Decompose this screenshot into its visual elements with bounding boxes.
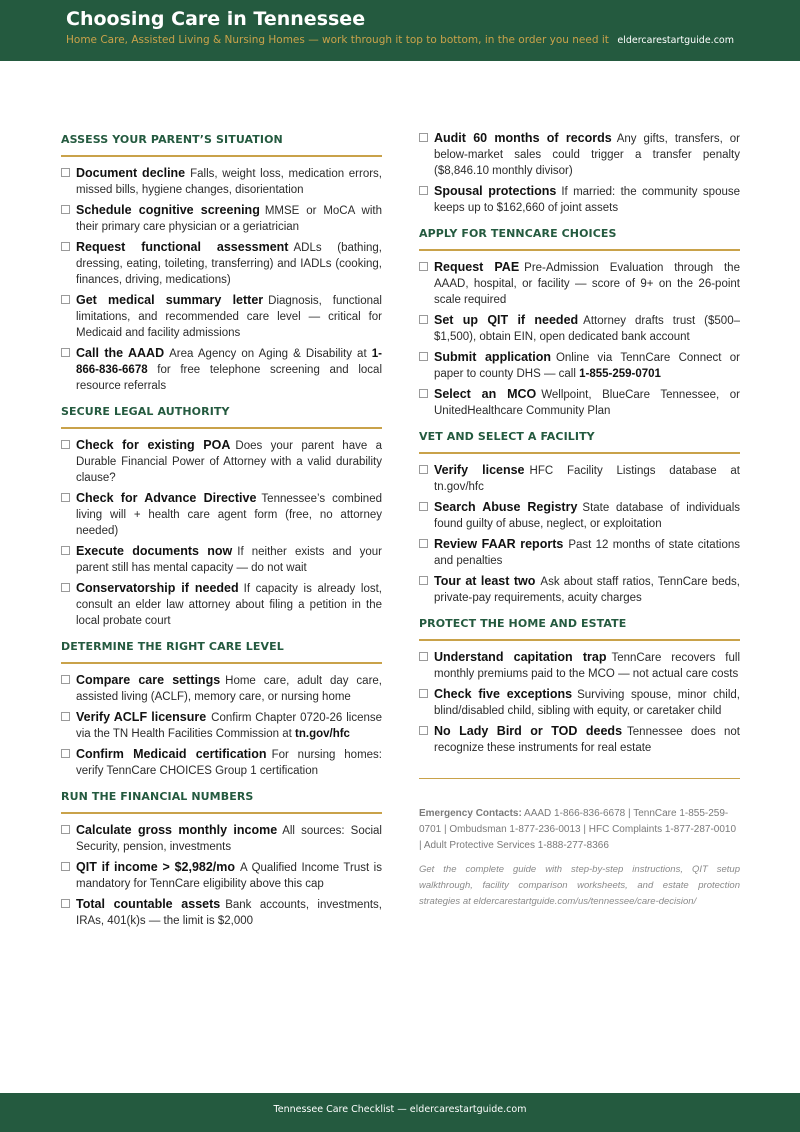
checklist-item bbox=[61, 746, 382, 779]
checklist-item-label: Conservatorship if needed bbox=[76, 581, 239, 595]
checklist-item bbox=[61, 165, 382, 198]
section-run-the-financial-numbers bbox=[61, 787, 382, 929]
checklist-item-label: Confirm Medicaid certification bbox=[76, 747, 267, 761]
checklist-item-label: Document decline bbox=[76, 166, 186, 180]
checklist-item-text: Ask about staff ratios, TennCare beds, private-pay requirements, acuity charges bbox=[434, 576, 740, 604]
checkbox-icon[interactable] bbox=[61, 493, 70, 502]
checklist-item-emphasis: 1-866-836-6678 bbox=[76, 348, 383, 376]
checklist-item bbox=[419, 349, 740, 382]
checkbox-icon[interactable] bbox=[61, 862, 70, 871]
checkbox-icon[interactable] bbox=[61, 168, 70, 177]
checklist-item-label: Submit application bbox=[434, 350, 551, 364]
section-divider bbox=[419, 249, 740, 251]
checkbox-icon[interactable] bbox=[61, 825, 70, 834]
emergency-contacts bbox=[419, 806, 740, 854]
checklist-item-text: TennCare recovers full monthly premiums paid to the MCO — not actual care costs bbox=[434, 652, 740, 680]
checklist-item-label: Verify ACLF licensure bbox=[76, 710, 207, 724]
section-protect-the-home-and-estate bbox=[419, 614, 740, 756]
checklist-item-text: Diagnosis, functional limitations, and recommended care level — critical for Medicaid and facility admissions bbox=[76, 295, 382, 339]
checklist-item-text: Online via TennCare Connect or paper to county DHS — call bbox=[434, 352, 741, 380]
checklist-item-text: All sources: Social Security, pension, investments bbox=[76, 825, 382, 853]
section-divider bbox=[419, 639, 740, 641]
checkbox-icon[interactable] bbox=[61, 295, 70, 304]
checklist-item bbox=[61, 580, 382, 629]
checklist-item-text: If neither exists and your parent still has mental capacity — do not wait bbox=[76, 546, 382, 574]
checklist-item-label: Verify license bbox=[434, 463, 525, 477]
checklist-item-label: Request PAE bbox=[434, 260, 520, 274]
page-title: Choosing Care in Tennessee bbox=[66, 8, 366, 30]
checklist-item-text: Wellpoint, BlueCare Tennessee, or UnitedHealthcare Community Plan bbox=[434, 389, 740, 417]
checklist-item bbox=[61, 859, 382, 892]
checklist-item bbox=[419, 462, 740, 495]
checklist-item-label: Spousal protections bbox=[434, 184, 557, 198]
checkbox-icon[interactable] bbox=[419, 502, 428, 511]
checklist-item-text: Falls, weight loss, medication errors, missed bills, hygiene changes, disorientation bbox=[76, 168, 382, 196]
checklist-item bbox=[419, 573, 740, 606]
checklist-item bbox=[61, 896, 382, 929]
checkbox-icon[interactable] bbox=[61, 205, 70, 214]
checklist-item-text: Tennessee’s combined living will + health care agent form (free, no attorney needed) bbox=[76, 493, 382, 537]
section-title: APPLY FOR TENNCARE CHOICES bbox=[419, 227, 617, 240]
section-vet-and-select-a-facility bbox=[419, 427, 740, 606]
checklist-item-text: Does your parent have a Durable Financial Power of Attorney with a valid durability clause? bbox=[76, 440, 382, 484]
checklist-item bbox=[61, 543, 382, 576]
section-title: SECURE LEGAL AUTHORITY bbox=[61, 405, 230, 418]
checklist-item-text: If capacity is already lost, consult an elder law attorney about filing a petition in the local probate court bbox=[76, 583, 382, 627]
checklist-item-emphasis: tn.gov/hfc bbox=[295, 728, 350, 740]
checklist-item-text: Area Agency on Aging & Disability at bbox=[169, 348, 367, 360]
checklist-item bbox=[419, 649, 740, 682]
checklist-item bbox=[61, 292, 382, 341]
checklist-item bbox=[419, 723, 740, 756]
checklist-item bbox=[419, 312, 740, 345]
checklist-item-text: Pre-Admission Evaluation through the AAAD, hospital, or facility — score of 9+ on the 26-point scale required bbox=[434, 262, 740, 306]
page-subtitle: Home Care, Assisted Living & Nursing Homes — work through it top to bottom, in the order you need it bbox=[66, 34, 609, 46]
checkbox-icon[interactable] bbox=[61, 712, 70, 721]
checklist-item-text: If married: the community spouse keeps up to $162,660 of joint assets bbox=[434, 186, 741, 214]
checklist-item bbox=[419, 386, 740, 419]
checklist-item-label: Understand capitation trap bbox=[434, 650, 607, 664]
section-continued bbox=[419, 130, 740, 216]
checkbox-icon[interactable] bbox=[61, 440, 70, 449]
checklist-item bbox=[419, 259, 740, 308]
checklist-item bbox=[61, 822, 382, 855]
checklist-item-label: Search Abuse Registry bbox=[434, 500, 578, 514]
section-secure-legal-authority bbox=[61, 402, 382, 629]
section-title: ASSESS YOUR PARENT’S SITUATION bbox=[61, 133, 283, 146]
checklist-item-label: Select an MCO bbox=[434, 387, 537, 401]
checkbox-icon[interactable] bbox=[61, 348, 70, 357]
checkbox-icon[interactable] bbox=[419, 465, 428, 474]
checkbox-icon[interactable] bbox=[419, 262, 428, 271]
checklist-item bbox=[419, 183, 740, 216]
emergency-contacts-heading: Emergency Contacts: bbox=[419, 808, 522, 819]
checklist-item bbox=[61, 345, 382, 394]
checklist-item-text: Confirm Chapter 0720-26 license via the TN Health Facilities Commission at bbox=[76, 712, 383, 740]
section-title: DETERMINE THE RIGHT CARE LEVEL bbox=[61, 640, 284, 653]
section-divider bbox=[61, 812, 382, 814]
checklist-item-text: Bank accounts, investments, IRAs, 401(k)s — the limit is $2,000 bbox=[76, 899, 382, 927]
checklist-item bbox=[61, 490, 382, 539]
checklist-item bbox=[419, 686, 740, 719]
section-title: VET AND SELECT A FACILITY bbox=[419, 430, 595, 443]
checklist-item-label: Set up QIT if needed bbox=[434, 313, 579, 327]
checklist-item bbox=[419, 499, 740, 532]
checklist-item-label: Schedule cognitive screening bbox=[76, 203, 260, 217]
checklist-item-label: Request functional assessment bbox=[76, 240, 289, 254]
checklist-item-text: Any gifts, transfers, or below-market sales could trigger a transfer penalty ($8,846.10 monthly divisor) bbox=[434, 133, 740, 177]
section-divider bbox=[61, 662, 382, 664]
checklist-item-label: Execute documents now bbox=[76, 544, 233, 558]
checklist-item-text: For nursing homes: verify TennCare CHOICES Group 1 certification bbox=[76, 749, 382, 777]
checklist-item bbox=[61, 239, 382, 288]
checklist-item-label: Call the AAAD bbox=[76, 346, 165, 360]
checkbox-icon[interactable] bbox=[419, 726, 428, 735]
checklist-item-text-after: for free telephone screening and local resource referrals bbox=[76, 364, 382, 392]
checklist-item-text: Past 12 months of state citations and penalties bbox=[434, 539, 740, 567]
emergency-contacts-text: AAAD 1-866-836-6678 | TennCare 1-855-259-0701 | Ombudsman 1-877-236-0013 | HFC Complaints 1-877-287-0010 | Adult Protective Services 1-888-277-8366 bbox=[419, 808, 737, 851]
section-determine-the-right-care-level bbox=[61, 637, 382, 779]
checkbox-icon[interactable] bbox=[61, 675, 70, 684]
checkbox-icon[interactable] bbox=[419, 186, 428, 195]
checklist-item-label: QIT if income > $2,982/mo bbox=[76, 860, 236, 874]
guide-note: Get the complete guide with step-by-step instructions, QIT setup walkthrough, facility comparison worksheets, and estate protection strategies at eldercarestartguide.com/us/tennessee/care-decision/ bbox=[419, 864, 740, 907]
checklist-item bbox=[61, 672, 382, 705]
checklist-item-text: MMSE or MoCA with their primary care physician or a geriatrician bbox=[76, 205, 382, 233]
checkbox-icon[interactable] bbox=[61, 583, 70, 592]
checklist-item-text: State database of individuals found guilty of abuse, neglect, or exploitation bbox=[434, 502, 740, 530]
checkbox-icon[interactable] bbox=[419, 652, 428, 661]
checklist-item-text: Home care, adult day care, assisted living (ACLF), memory care, or nursing home bbox=[76, 675, 382, 703]
checklist-item-label: Total countable assets bbox=[76, 897, 221, 911]
checkbox-icon[interactable] bbox=[419, 689, 428, 698]
checkbox-icon[interactable] bbox=[419, 539, 428, 548]
section-assess-your-parent-s-situation bbox=[61, 130, 382, 394]
checklist-item bbox=[61, 202, 382, 235]
checklist-item-text: ADLs (bathing, dressing, eating, toileting, transferring) and IADLs (cooking, finances, driving, medications) bbox=[76, 242, 382, 286]
checklist-item-label: Review FAAR reports bbox=[434, 537, 564, 551]
header-site-link[interactable]: eldercarestartguide.com bbox=[617, 35, 734, 46]
checkbox-icon[interactable] bbox=[419, 576, 428, 585]
page-header bbox=[0, 0, 800, 61]
checklist-item-label: Tour at least two bbox=[434, 574, 536, 588]
footer-text: Tennessee Care Checklist — eldercarestartguide.com bbox=[273, 1104, 527, 1115]
checkbox-icon[interactable] bbox=[61, 242, 70, 251]
checklist-item-text: A Qualified Income Trust is mandatory for TennCare eligibility above this cap bbox=[76, 862, 382, 890]
checkbox-icon[interactable] bbox=[419, 315, 428, 324]
section-title: RUN THE FINANCIAL NUMBERS bbox=[61, 790, 254, 803]
checklist-item-label: No Lady Bird or TOD deeds bbox=[434, 724, 623, 738]
section-divider bbox=[61, 155, 382, 157]
checkbox-icon[interactable] bbox=[61, 749, 70, 758]
checklist-item-label: Audit 60 months of records bbox=[434, 131, 612, 145]
checklist-item-text: Tennessee does not recognize these instruments for real estate bbox=[434, 726, 740, 754]
checklist-item-label: Check for existing POA bbox=[76, 438, 231, 452]
section-divider bbox=[61, 427, 382, 429]
checkbox-icon[interactable] bbox=[419, 133, 428, 142]
checklist-item-emphasis: 1-855-259-0701 bbox=[579, 368, 661, 380]
checkbox-icon[interactable] bbox=[419, 389, 428, 398]
checklist-item-text: Attorney drafts trust ($500–$1,500), obtain EIN, open dedicated bank account bbox=[434, 315, 740, 343]
section-title: PROTECT THE HOME AND ESTATE bbox=[419, 617, 627, 630]
right-column bbox=[419, 130, 740, 910]
checklist-item bbox=[419, 130, 740, 179]
checklist-item bbox=[61, 709, 382, 742]
checklist-item-label: Calculate gross monthly income bbox=[76, 823, 278, 837]
checklist-item-text: HFC Facility Listings database at tn.gov/hfc bbox=[434, 465, 740, 493]
page-footer bbox=[0, 1093, 800, 1132]
checkbox-icon[interactable] bbox=[61, 546, 70, 555]
contacts-divider bbox=[419, 778, 740, 779]
left-column bbox=[61, 130, 382, 937]
checkbox-icon[interactable] bbox=[419, 352, 428, 361]
checklist-item-label: Check five exceptions bbox=[434, 687, 573, 701]
checklist-item-label: Check for Advance Directive bbox=[76, 491, 257, 505]
section-divider bbox=[419, 452, 740, 454]
checklist-item-label: Get medical summary letter bbox=[76, 293, 264, 307]
checklist-item bbox=[61, 437, 382, 486]
checklist-item-label: Compare care settings bbox=[76, 673, 221, 687]
checklist-item bbox=[419, 536, 740, 569]
checklist-item-text: Surviving spouse, minor child, blind/disabled child, sibling with equity, or caretaker child bbox=[434, 689, 740, 717]
checkbox-icon[interactable] bbox=[61, 899, 70, 908]
section-apply-for-tenncare-choices bbox=[419, 224, 740, 419]
